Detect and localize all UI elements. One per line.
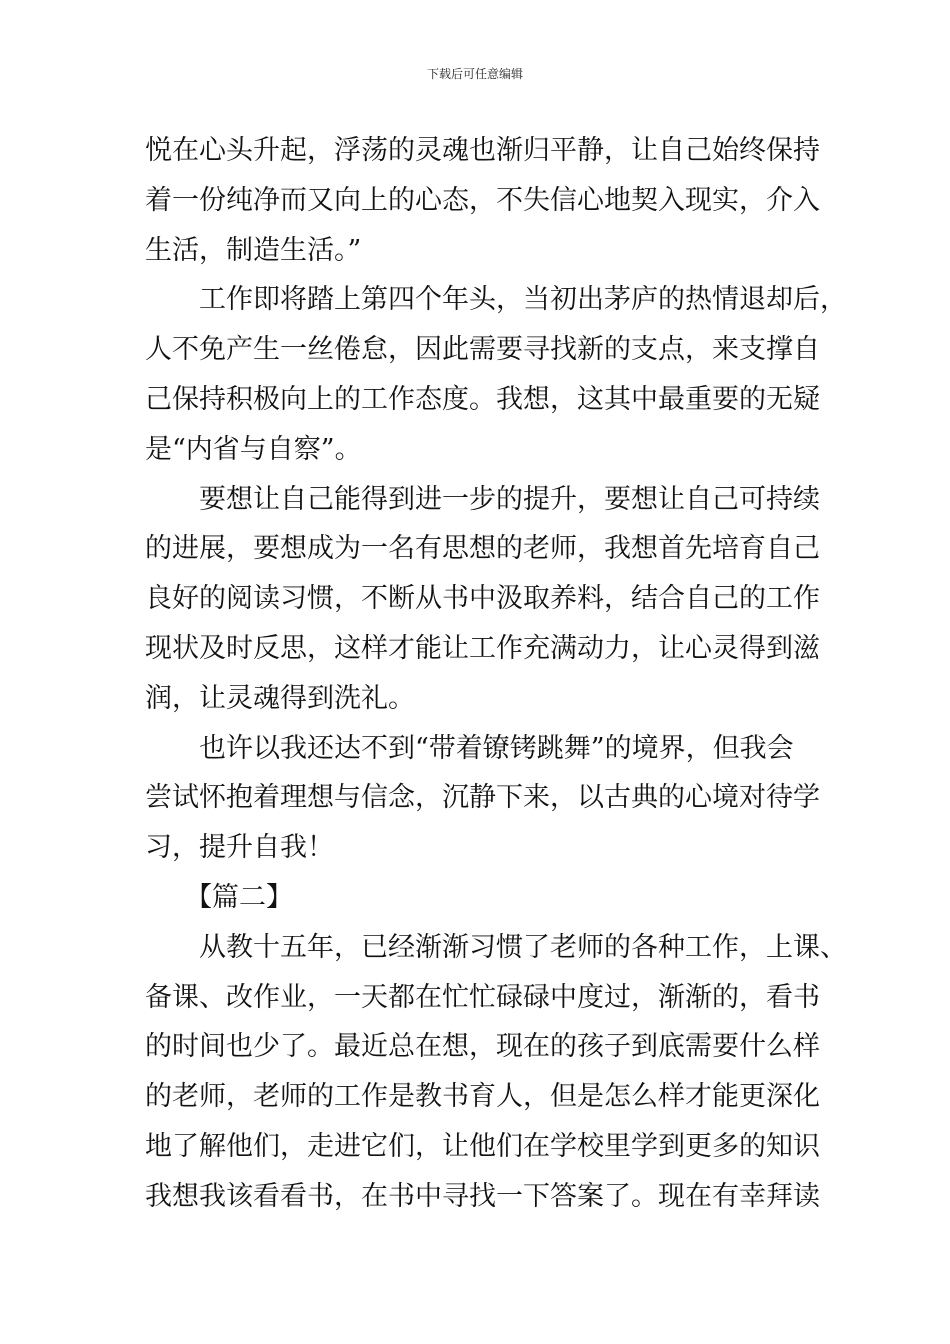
section-heading: 【篇二】 bbox=[185, 881, 293, 913]
paragraph-start-line: 从教十五年，已经渐渐习惯了老师的各种工作，上课、 bbox=[199, 931, 847, 963]
text-line: 现状及时反思，这样才能让工作充满动力，让心灵得到滋 bbox=[145, 632, 820, 664]
text-line: 润，让灵魂得到洗礼。 bbox=[145, 682, 415, 714]
text-line: 悦在心头升起，浮荡的灵魂也渐归平静，让自己始终保持 bbox=[145, 135, 820, 166]
text-line: 备课、改作业，一天都在忙忙碌碌中度过，渐渐的，看书 bbox=[145, 981, 820, 1013]
text-line: 的时间也少了。最近总在想，现在的孩子到底需要什么样 bbox=[145, 1031, 820, 1063]
text-line: 着一份纯净而又向上的心态，不失信心地契入现实，介入 bbox=[145, 184, 820, 216]
text-line: 是“内省与自察”。 bbox=[145, 433, 362, 465]
paragraph-start-line: 也许以我还达不到“带着镣铐跳舞”的境界，但我会 bbox=[199, 732, 794, 764]
text-line: 良好的阅读习惯，不断从书中汲取养料，结合自己的工作 bbox=[145, 583, 820, 615]
text-line: 的进展，要想成为一名有思想的老师，我想首先培育自己 bbox=[145, 533, 820, 565]
text-line: 习，提升自我！ bbox=[145, 832, 334, 864]
text-line: 人不免产生一丝倦怠，因此需要寻找新的支点，来支撑自 bbox=[145, 334, 820, 366]
page-header-note: 下载后可任意编辑 bbox=[426, 67, 523, 81]
text-line: 己保持积极向上的工作态度。我想，这其中最重要的无疑 bbox=[145, 383, 820, 415]
text-line: 地了解他们，走进它们，让他们在学校里学到更多的知识 bbox=[145, 1130, 820, 1162]
paragraph-start-line: 要想让自己能得到进一步的提升，要想让自己可持续 bbox=[199, 483, 820, 515]
document-body bbox=[145, 126, 847, 1222]
text-line: 的老师，老师的工作是教书育人，但是怎么样才能更深化 bbox=[145, 1081, 820, 1113]
text-line: 尝试怀抱着理想与信念，沉静下来，以古典的心境对待学 bbox=[145, 782, 820, 814]
text-line: 生活，制造生活。” bbox=[145, 234, 362, 266]
paragraph-start-line: 工作即将踏上第四个年头，当初出茅庐的热情退却后， bbox=[199, 284, 847, 316]
text-line: 我想我该看看书，在书中寻找一下答案了。现在有幸拜读 bbox=[145, 1180, 820, 1212]
